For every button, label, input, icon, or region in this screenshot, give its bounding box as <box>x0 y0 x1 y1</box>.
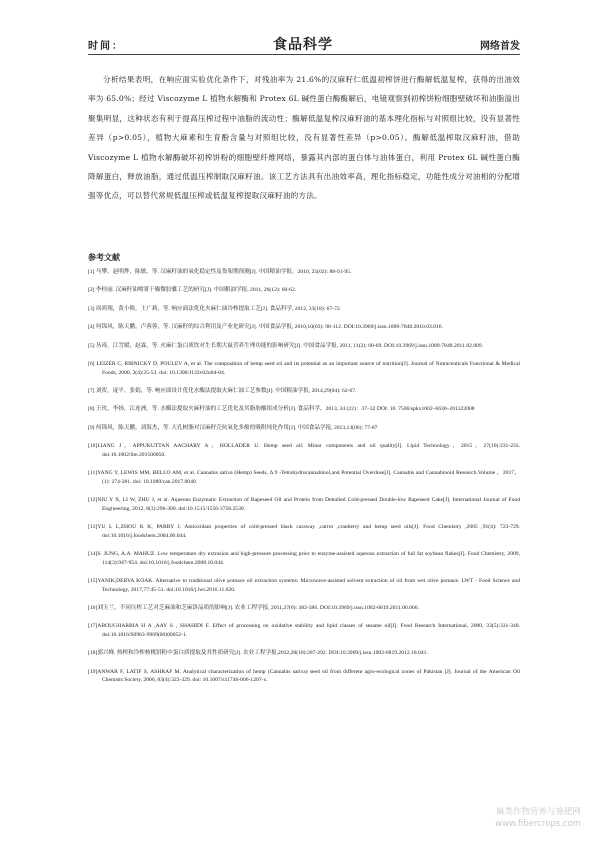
reference-list <box>88 268 520 695</box>
reference-item: [12]NIU Y X, LI W, ZHU J, et al. Aqueous Enzymatic Extraction of Rapeseed Oil and Protein from Dehulled Cold-pressed Double-low Rapeseed Cake[J]. International Journal of Food Engineering, 2012, 8(3):296-300. doi:10.1515/1556-3758.2530. <box>88 497 520 512</box>
reference-item: [18]郭兴峰. 热榨和冷榨核桃饼粉中蛋白质提取及其性质研究[J]. 农业工程学报,2012,28(18):287-292. DOI:10.3969/j.issn.1002-6819.2012.18.041. <box>88 650 428 657</box>
reference-item: [17]ABOUGHARBIA H A ,AAY S , SHAHIDI F. Effect of processing on oxidative stability and lipid classes of sesame oil[J]. Food Research International, 2000, 33(5):331-340. doi:10.1016/S0963-9969(00)00052-1. <box>88 623 520 638</box>
watermark-name: 麻类作物营养与施肥网 <box>495 807 581 817</box>
reference-item: [4] 何锦风，陈天鹏，卢蓉蓉，等. 汉麻籽的综合利用及产业化研究[J]. 中国食品学报, 2010,10(03): 98-112. DOI:10.3969/j.issn.1009-7848.2010.03.016. <box>88 324 443 331</box>
references-heading: 参考文献 <box>88 253 120 262</box>
reference-item: [5] 丛琦，江雪媛，赵霖，等. 火麻仁蛋白质饮对生长期大鼠营养生理功能的影响研究[J]. 中国食品学报, 2011, 11(2): 60-69. DOI:10.3969/j.issn.1009-7848.2011.02.009. <box>88 342 484 349</box>
reference-item: [16]刘玉兰，不同压榨工艺对芝麻油和芝麻饼品质的影响[J]. 农业工程学报, 2011,27(6): 382-386. DOI:10.3969/j.issn.1002-6819.2011.06.066. <box>88 605 420 612</box>
reference-item: [1] 马攀，赵明烨，陈敏，等. 汉麻籽油的氧化稳定性及货架期预测[J]. 中国粮油学报，2010, 25(02): 88-91-95. <box>88 269 352 275</box>
reference-item: [13]YU L L,ZHOU K K, PARRY J. Antioxidant properties of cold-pressed black caraway ,carrot ,cranberry and hemp seed oils[J]. Food Chemistry ,2005 ,91(4): 723-729. doi:10.1016/j.foodchem.2004.06.044. <box>88 524 520 539</box>
reference-item: [2] 李桂丽. 汉麻籽油喷雾干燥微胶囊工艺的研究[J]. 中国粮油学报, 2011, 26(12): 60-62. <box>88 287 297 294</box>
site-watermark <box>495 806 581 830</box>
page-header <box>88 36 520 55</box>
header-time-label: 时间： <box>88 41 124 52</box>
reference-item: [6] LEIZER C, RIBNICKY D, POULEV A, et al. The composition of hemp seed oil and its potential as an important source of nutrition[J]. Journal of Nutraceuticals Functional & Medical Foods, 2000, 2(4):35-53. doi: 10.1300/J133v02n04-04. <box>88 360 520 376</box>
conclusion-paragraph: 分析结果表明，在响应面实验优化条件下，对残油率为 21.6%的汉麻籽仁低温初榨饼进行酶解低温复榨，获得的出油效率为 65.0%；经过 Viscozyme L 植物水解酶和 Protex 6L 碱性蛋白酶酶解后，电镜观察到初榨饼粉细胞壁破坏和油脂溢出聚集明显，这种状态有利于提高压榨过程中油脂的流动性；酶解低温复榨汉麻籽油的基本理化指标与对照组比较，没有显著性差异（p>0.05），植物大麻素和生育酚含量与对照组比较，没有显著性差异（p>0.05）。酶解低温榨取汉麻籽油，借助Viscozyme L 植物水解酶破坏初榨饼粉的细胞壁纤维网络，暴露其内部的蛋白体与油体蛋白，利用 Protex 6L 碱性蛋白酶降解蛋白，释放油脂，通过低温压榨制取汉麻籽油。该工艺方法具有出油效率高，理化指标稳定，功能性成分对油相的分配增强等优点，可以替代常规低温压榨或低温复榨提取汉麻籽油的方法。 <box>88 75 520 201</box>
reference-item: [9] 何锦风，陈天鹏，刘海杰，等. 大孔树脂对汉麻籽壳抗氧化多酚的吸附纯化作用[J]. 中国食品学报, 2013,13(06): 77-87 <box>88 424 378 431</box>
reference-item: [11]YANG Y, LEWIS MM, BELLO AM, et al. Cannabis sativa (Hemp) Seeds, Δ 9 -Tetrahydrocannabinol,and Potential Overdose[J]. Cannabis and Cannabinoid Research.Volume ，2017，(1): 274-281. doi: 10.1089/can.2017.0040. <box>88 470 520 485</box>
reference-item: [10]LIANG J，APPUKUTTAN AACHARY A，HOLLADER U. Hemp seed oil: Minor components and oil quality[J]. Lipid Technology，2015，27(10):231-233. doi:10.1002/lite.201500050. <box>88 443 520 458</box>
journal-title: 食品科学 <box>273 37 333 53</box>
reference-item: [19]ANWAR F, LATIF S, ASHRAF M. Analytical characterization of hemp (Cannabis sativa) seed oil from different agro-ecological zones of Pakistan [J]. Journal of the American Oil Chemists Society, 2006, 83(4):323-329. doi: 10.1007/s11746-006-1207-x. <box>88 668 520 684</box>
watermark-url: www.fibercrops.com <box>495 819 581 829</box>
reference-item: [14]S. JUNG, A.A. MAHUZ. Low temperature dry extrusion and high-pressure processing prior to enzyme-assisted aqueous extraction of full fat soybean flakes[J]. Food Chemistry, 2009, 114(3):947-954. doi:10.1016/j.foodchem.2008.10.044. <box>88 551 520 566</box>
online-first-label: 网络首发 <box>480 41 520 52</box>
reference-item: [8] 王玫，李扬，江连洲，等. 水酶法提取火麻籽油的工艺优化及其脂肪酸组成分析[J]. 食品科学，2013, 34 (22)：37–32 DOI: 10. 7506/spkx1002–6630–201322008 <box>88 406 475 413</box>
reference-item: [3] 周鸿翔，黄小焕，王广莉，等. 响应面法优化火麻仁油冷榨提取工艺[J]. 食品科学, 2012, 33(18): 67-72. <box>88 305 342 312</box>
reference-item: [7] 刘贺，庞平，张娟，等. 响应面设计优化水酶法提取火麻仁油工艺参数[J]. 中国粮油学报, 2014,29(04): 62-67. <box>88 387 357 394</box>
reference-item: [15]YANIK,DERYA KOAK. Alternative to traditional olive pomace oil extraction systems: Microwave-assisted solvent extraction of oil from wet olive pomace. LWT - Food Science and Technology, 2017,77:45-51. doi:10.1016/j.lwt.2016.11.020. <box>88 578 520 593</box>
